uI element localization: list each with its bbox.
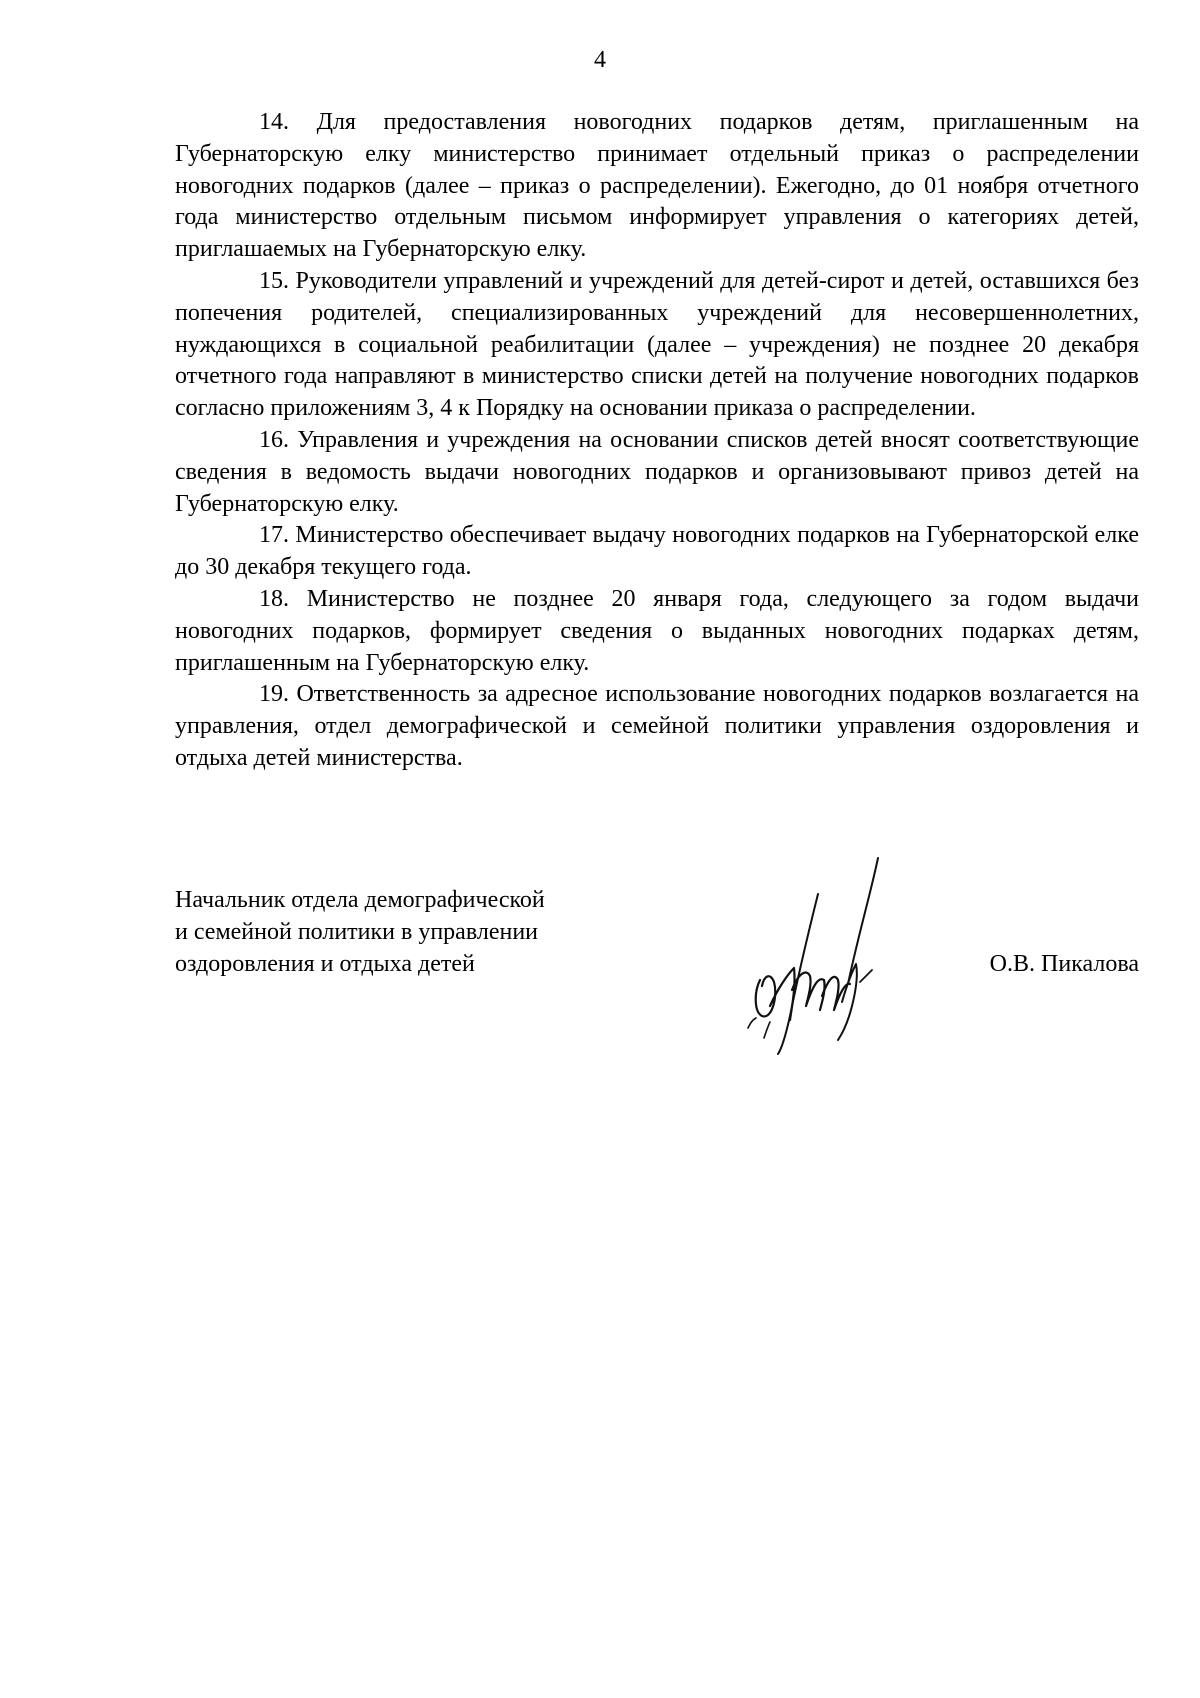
paragraph-14: 14. Для предоставления новогодних подарков детям, приглашенным на Губернаторскую елку министерство принимает отдельный приказ о распределении новогодних подарков (далее – приказ о распределении). Ежегодно, до 01 ноября отчетного года министерство отдельным письмом информирует управления о категориях детей, приглашаемых на Губернаторскую елку. [175,109,1139,263]
paragraph-15: 15. Руководители управлений и учреждений для детей-сирот и детей, оставшихся без попечения родителей, специализированных учреждений для несовершеннолетних, нуждающихся в социальной реабилитации (далее – учреждения) не позднее 20 декабря отчетного года направляют в министерство списки детей на получение новогодних подарков согласно приложениям 3, 4 к Порядку на основании приказа о распределении. [175,267,1139,422]
handwritten-signature [730,856,920,1056]
signer-position-line-3: оздоровления и отдыха детей [175,951,475,977]
paragraph-16: 16. Управления и учреждения на основании списков детей вносят соответствующие сведения в ведомость выдачи новогодних подарков и организовывают привоз детей на Губернаторскую елку. [175,426,1139,517]
paragraph-18: 18. Министерство не позднее 20 января года, следующего за годом выдачи новогодних подарков, формирует сведения о выданных новогодних подарках детям, приглашенным на Губернаторскую елку. [175,585,1139,676]
document-body [175,107,1139,775]
signer-position-line-1: Начальник отдела демографической [175,887,545,913]
signature-block [175,884,1139,1084]
signer-name: О.В. Пикалова [989,951,1139,977]
signer-position [175,884,545,980]
signer-position-line-2: и семейной политики в управлении [175,919,538,945]
paragraph-19: 19. Ответственность за адресное использование новогодних подарков возлагается на управления, отдел демографической и семейной политики управления оздоровления и отдыха детей министерства. [175,681,1139,771]
page-number: 4 [594,47,606,73]
paragraph-17: 17. Министерство обеспечивает выдачу новогодних подарков на Губернаторской елке до 30 декабря текущего года. [175,522,1139,581]
